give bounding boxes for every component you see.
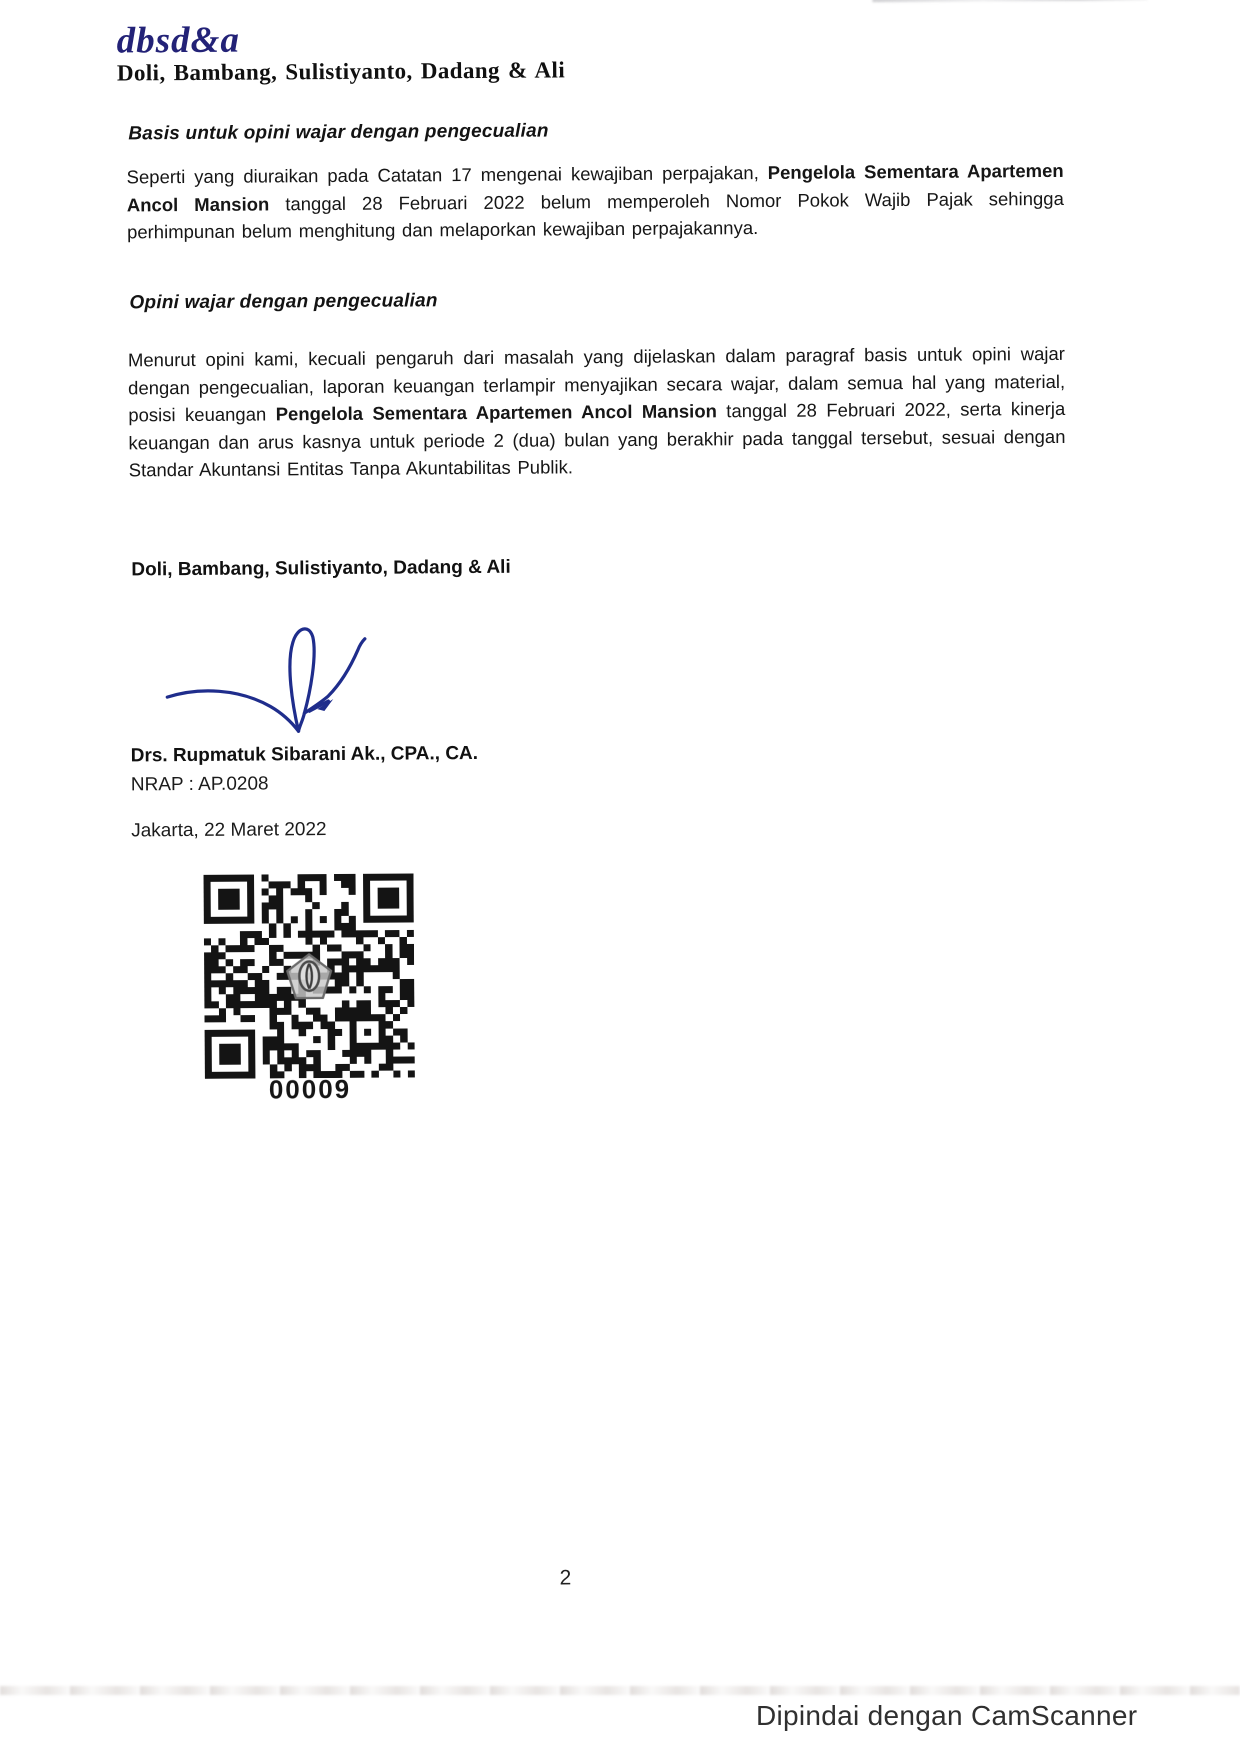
firm-logo: dbsd&a <box>116 19 241 62</box>
qr-code <box>204 873 415 1078</box>
text-run: tanggal 28 Februari 2022 belum memperoleh Nomor Pokok Wajib Pajak sehingga perhimpunan belum menghitung dan melaporkan kewajiban perpajakannya. <box>126 187 1064 243</box>
kemenkeu-emblem-icon <box>284 951 334 1001</box>
camscanner-watermark: Dipindai dengan CamScanner <box>756 1700 1138 1731</box>
qr-caption: 00009 <box>268 1073 352 1105</box>
scan-top-edge-artifact <box>872 0 1147 2</box>
text-run: Seperti yang diuraikan pada Catatan 17 mengenai kewajiban perpajakan, <box>126 161 768 188</box>
signer-registration-number: NRAP : AP.0208 <box>130 773 269 796</box>
signer-name: Drs. Rupmatuk Sibarani Ak., CPA., CA. <box>130 742 479 767</box>
heading-basis-opini: Basis untuk opini wajar dengan pengecualian <box>128 120 549 145</box>
heading-opini-wajar: Opini wajar dengan pengecualian <box>129 290 438 314</box>
entity-name-emphasis: Pengelola Sementara Apartemen Ancol Mansion <box>126 159 1064 215</box>
paragraph-basis-opini <box>127 157 1065 246</box>
text-run: tanggal 28 Februari 2022, serta kinerja keuangan dan arus kasnya untuk periode 2 (dua) bulan yang berakhir pada tanggal tersebut, sesuai dengan Standar Akuntansi Entitas Tanpa Akuntabilitas Publik. <box>128 397 1066 481</box>
handwritten-signature <box>157 612 383 744</box>
page-number: 2 <box>559 1566 572 1590</box>
entity-name-emphasis: Pengelola Sementara Apartemen Ancol Mansion <box>275 400 717 425</box>
firm-name-letterhead: Doli, Bambang, Sulistiyanto, Dadang & Ali <box>116 57 566 86</box>
place-and-date: Jakarta, 22 Maret 2022 <box>131 819 327 842</box>
scan-bottom-edge-artifact <box>0 1686 1240 1695</box>
paragraph-opini-wajar <box>128 340 1066 484</box>
signature-firm-name: Doli, Bambang, Sulistiyanto, Dadang & Ali <box>131 556 511 581</box>
text-run: Menurut opini kami, kecuali pengaruh dari masalah yang dijelaskan dalam paragraf basis untuk opini wajar dengan pengecualian, laporan keuangan terlampir menyajikan secara wajar, dalam semua hal yang material, posisi keuangan <box>127 342 1066 426</box>
